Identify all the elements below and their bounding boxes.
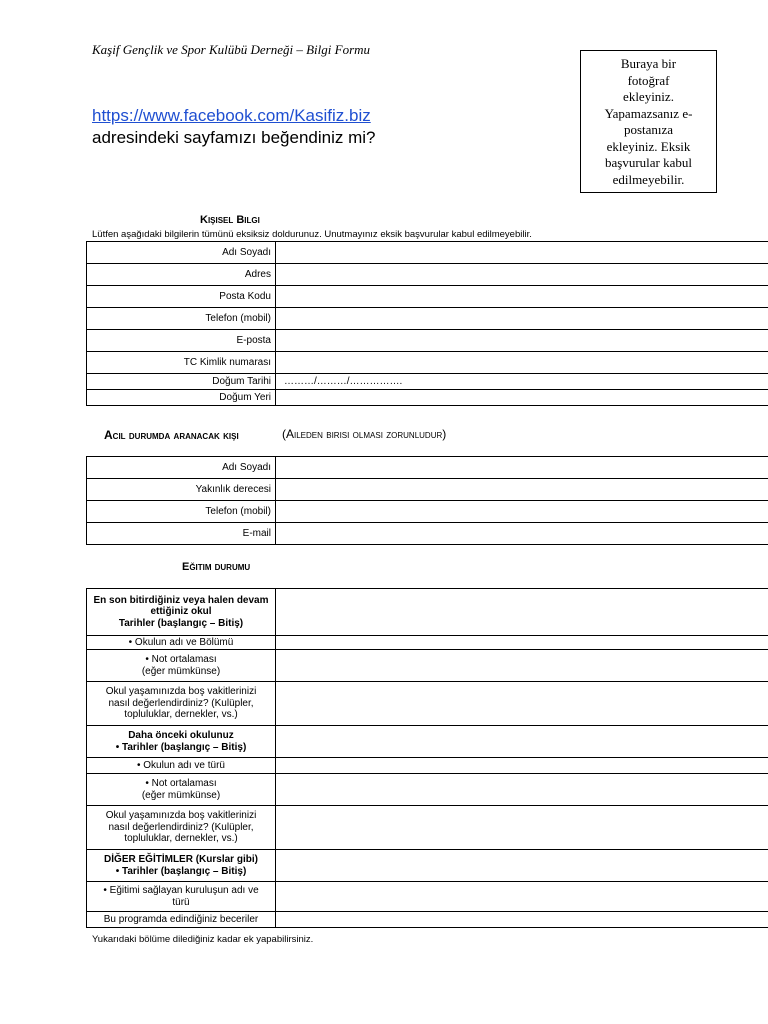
birth-place-field[interactable] <box>276 390 768 406</box>
photo-box-line: postanıza <box>623 122 674 137</box>
field-label: Adres <box>87 264 276 286</box>
mobile-phone-field[interactable] <box>276 308 768 330</box>
facebook-link[interactable]: https://www.facebook.com/Kasifiz.biz <box>92 106 371 125</box>
field-label <box>87 774 276 806</box>
current-school-gpa-field[interactable] <box>276 650 768 682</box>
table-row <box>87 390 768 406</box>
name-field[interactable] <box>276 242 768 264</box>
label-line: Okul yaşamınızda boş vakitlerinizi <box>105 686 257 698</box>
table-row <box>87 636 768 650</box>
emergency-relation-field[interactable] <box>276 479 768 501</box>
postal-code-field[interactable] <box>276 286 768 308</box>
table-row <box>87 650 768 682</box>
label-line: Daha önceki okulunuz <box>128 730 234 741</box>
table-row <box>87 806 768 850</box>
emergency-contact-title: Acil durumda aranacak kişi <box>104 428 239 442</box>
field-label: Yakınlık derecesi <box>87 479 276 501</box>
emergency-name-field[interactable] <box>276 457 768 479</box>
previous-school-dates-field[interactable] <box>276 726 768 758</box>
label-line: (eğer mümkünse) <box>141 789 221 801</box>
education-footer-note: Yukarıdaki bölüme dilediğiniz kadar ek yapabilirsiniz. <box>92 934 314 945</box>
label-line: En son bitirdiğiniz veya halen devam <box>93 594 269 606</box>
field-label <box>87 806 276 850</box>
field-label <box>87 650 276 682</box>
table-row <box>87 682 768 726</box>
photo-box-line: fotoğraf <box>627 72 670 88</box>
field-label: Telefon (mobil) <box>87 308 276 330</box>
field-label: E-mail <box>87 523 276 545</box>
photo-box-line: ekleyiniz. Eksik <box>606 138 691 154</box>
table-row <box>87 308 768 330</box>
label-line: nasıl değerlendirdiniz? (Kulüpler, <box>108 821 254 833</box>
emergency-phone-field[interactable] <box>276 501 768 523</box>
education-table <box>86 588 768 928</box>
label-line: (eğer mümkünse) <box>141 665 221 677</box>
photo-box-line: ekleyiniz. <box>623 89 674 104</box>
field-label: E-posta <box>87 330 276 352</box>
current-school-activities-field[interactable] <box>276 682 768 726</box>
table-row <box>87 352 768 374</box>
table-row <box>87 242 768 264</box>
previous-school-gpa-field[interactable] <box>276 774 768 806</box>
label-line: nasıl değerlendirdiniz? (Kulüpler, <box>108 697 254 709</box>
photo-box-line: Buraya bir <box>620 56 677 71</box>
table-row <box>87 286 768 308</box>
label-line: topluluklar, dernekler, vs.) <box>124 833 238 845</box>
table-row <box>87 457 768 479</box>
emergency-contact-table <box>86 456 768 545</box>
field-label <box>87 912 276 928</box>
label-line: • Tarihler (başlangıç – Bitiş) <box>115 741 247 753</box>
current-school-dates-field[interactable] <box>276 589 768 636</box>
other-education-dates-field[interactable] <box>276 850 768 882</box>
label-line: Okul yaşamınızda boş vakitlerinizi <box>105 810 257 822</box>
previous-school-name-field[interactable] <box>276 758 768 774</box>
tc-id-field[interactable] <box>276 352 768 374</box>
table-row <box>87 882 768 912</box>
table-row <box>87 479 768 501</box>
field-label: Adı Soyadı <box>87 242 276 264</box>
label-line: türü <box>172 896 190 908</box>
table-row <box>87 912 768 928</box>
label-line: • Not ortalaması <box>145 778 217 789</box>
label-line: • Not ortalaması <box>145 654 217 665</box>
table-row <box>87 264 768 286</box>
label-line: • Okulun adı ve türü <box>137 759 225 771</box>
label-line: ettiğiniz okul <box>150 606 212 618</box>
field-label: Telefon (mobil) <box>87 501 276 523</box>
table-row <box>87 726 768 758</box>
field-label <box>87 636 276 650</box>
address-field[interactable] <box>276 264 768 286</box>
table-row <box>87 850 768 882</box>
field-label: Doğum Tarihi <box>87 374 276 390</box>
label-line: Tarihler (başlangıç – Bitiş) <box>118 617 244 629</box>
previous-school-activities-field[interactable] <box>276 806 768 850</box>
field-label <box>87 589 276 636</box>
field-label <box>87 758 276 774</box>
table-row <box>87 501 768 523</box>
label-line: DİĞER EĞİTİMLER (Kurslar gibi) <box>104 854 258 865</box>
photo-box-line: Yapamazsanız e- <box>604 105 693 121</box>
table-row <box>87 330 768 352</box>
emergency-email-field[interactable] <box>276 523 768 545</box>
field-label <box>87 882 276 912</box>
email-field[interactable] <box>276 330 768 352</box>
acquired-skills-field[interactable] <box>276 912 768 928</box>
field-label: Doğum Yeri <box>87 390 276 406</box>
emergency-contact-note: (Aileden birisi olması zorunludur) <box>282 427 447 441</box>
field-label: TC Kimlik numarası <box>87 352 276 374</box>
table-row <box>87 774 768 806</box>
label-line: • Eğitimi sağlayan kuruluşun adı ve <box>103 885 259 896</box>
field-label <box>87 850 276 882</box>
birth-date-field[interactable]: ………/………/……………. <box>276 374 768 390</box>
current-school-name-field[interactable] <box>276 636 768 650</box>
personal-info-title: Kişisel Bilgi <box>200 214 260 226</box>
form-title: Kaşif Gençlik ve Spor Kulübü Derneği – Bilgi Formu <box>92 42 371 57</box>
table-row <box>87 758 768 774</box>
label-line: • Okulun adı ve Bölümü <box>128 636 234 648</box>
table-row <box>87 523 768 545</box>
table-row <box>87 374 768 390</box>
field-label: Adı Soyadı <box>87 457 276 479</box>
field-label <box>87 682 276 726</box>
field-label <box>87 726 276 758</box>
field-label: Posta Kodu <box>87 286 276 308</box>
education-title: Eğitim durumu <box>182 561 251 573</box>
label-line: Bu programda edindiğiniz beceriler <box>103 913 259 925</box>
personal-info-intro: Lütfen aşağıdaki bilgilerin tümünü eksiksiz doldurunuz. Unutmayınız eksik başvurular kabul edilmeyebilir. <box>92 229 532 240</box>
personal-info-table <box>86 241 768 406</box>
facebook-question: adresindeki sayfamızı beğendiniz mi? <box>92 128 376 147</box>
other-education-institution-field[interactable] <box>276 882 768 912</box>
label-line: • Tarihler (başlangıç – Bitiş) <box>115 865 247 877</box>
label-line: topluluklar, dernekler, vs.) <box>124 709 238 721</box>
photo-box-line: başvurular kabul <box>604 155 692 170</box>
photo-box-line: edilmeyebilir. <box>612 171 685 187</box>
photo-placeholder-box[interactable] <box>580 50 717 193</box>
table-row <box>87 589 768 636</box>
